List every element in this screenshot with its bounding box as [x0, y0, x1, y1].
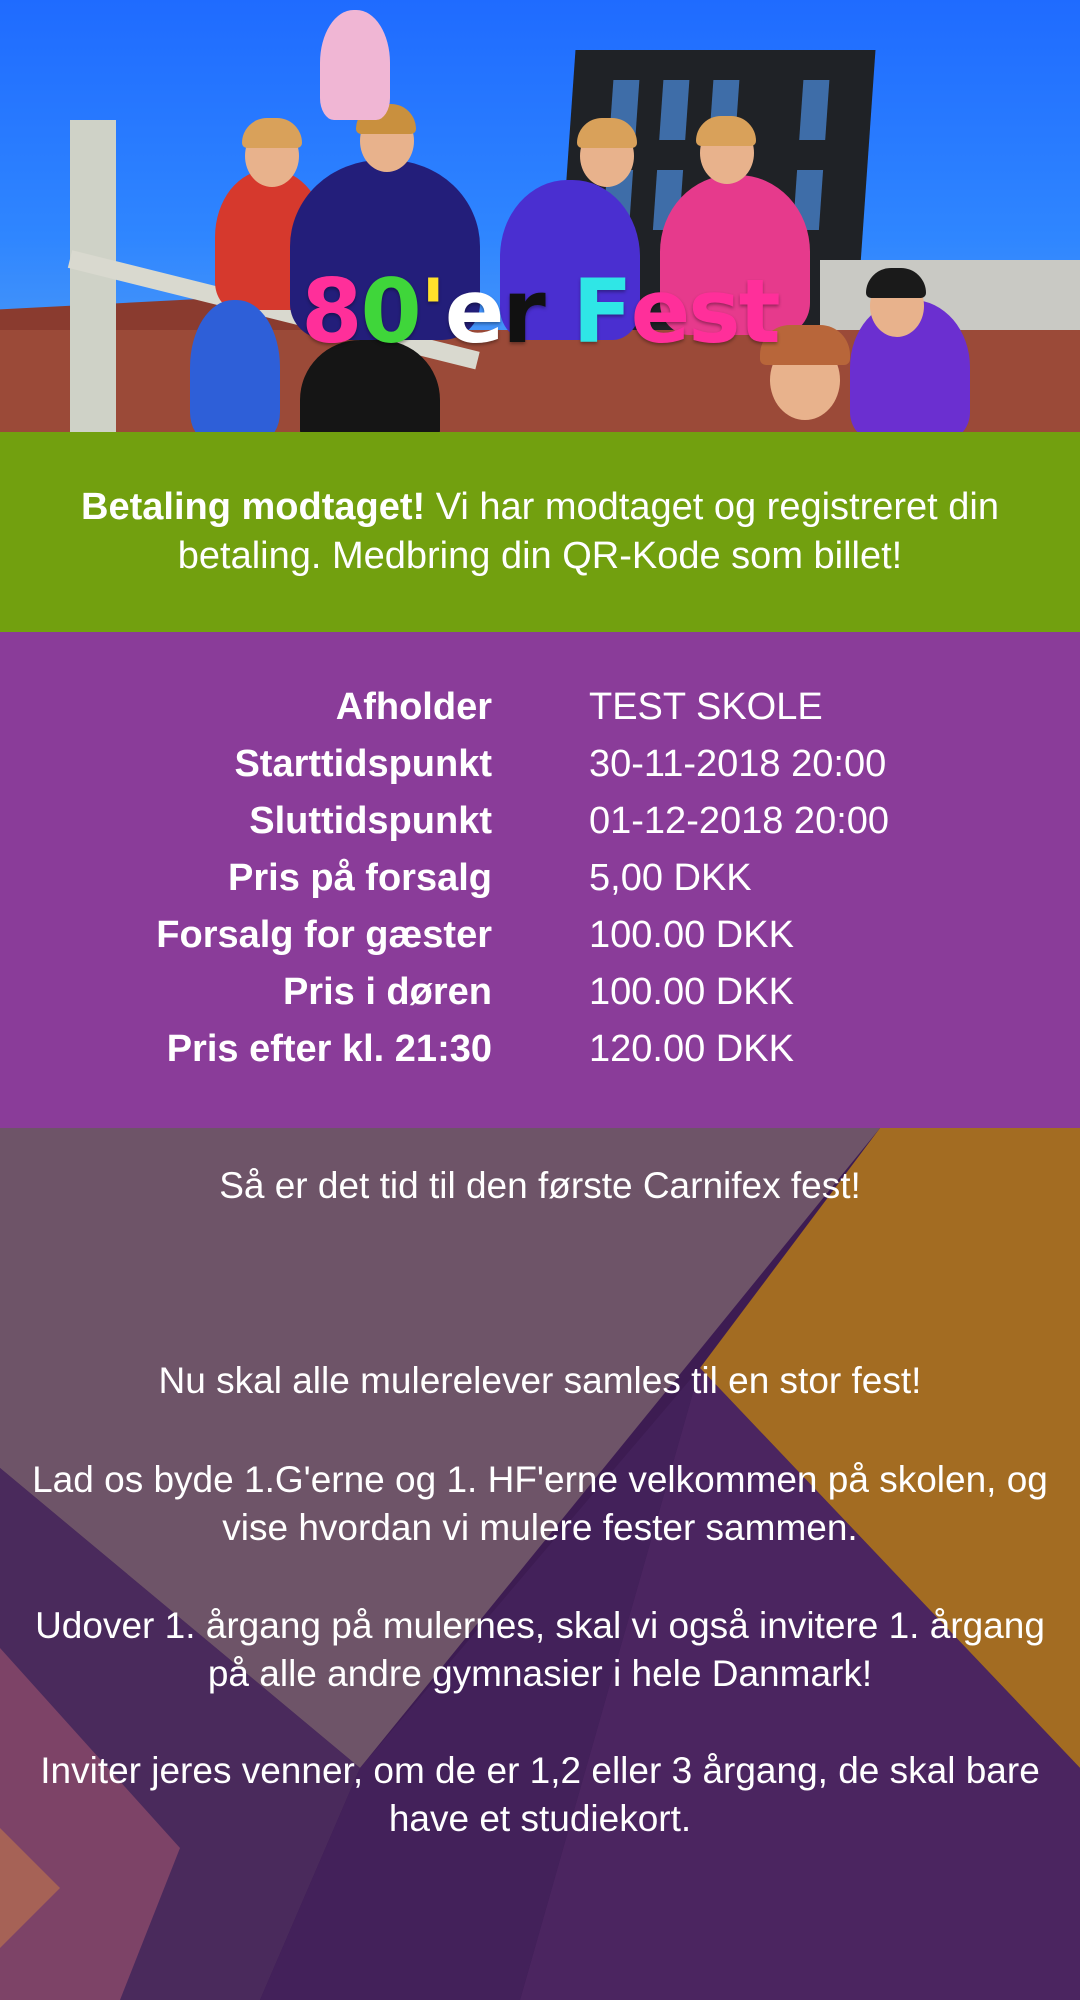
hero-title-letter	[544, 268, 573, 356]
hero-title	[0, 260, 1080, 363]
detail-row-late-price	[0, 1028, 1080, 1085]
detail-value: 5,00 DKK	[589, 857, 752, 899]
detail-value: TEST SKOLE	[589, 686, 823, 728]
detail-label: Forsalg for gæster	[156, 914, 492, 956]
detail-value: 100.00 DKK	[589, 971, 794, 1013]
detail-value: 01-12-2018 20:00	[589, 800, 890, 842]
hero-title-letter: '	[419, 260, 445, 363]
background-pattern	[0, 1128, 1080, 2000]
detail-row-end	[0, 800, 1080, 857]
detail-row-guest-presale	[0, 914, 1080, 971]
detail-label: Sluttidspunkt	[249, 800, 492, 842]
event-description	[0, 1128, 1080, 2000]
payment-confirmation-banner	[0, 432, 1080, 632]
hero-title-letter: 0	[360, 260, 420, 363]
hero-title-letter: t	[738, 260, 779, 363]
payment-confirmation-text	[0, 483, 1080, 581]
detail-value: 120.00 DKK	[589, 1028, 794, 1070]
detail-label: Pris på forsalg	[228, 857, 492, 899]
hero-title-letter: F	[572, 260, 631, 363]
event-details	[0, 632, 1080, 1128]
hero-hair	[242, 118, 302, 148]
hero-title-letter: e	[630, 260, 689, 363]
description-intro: Så er det tid til den første Carnifex fest!	[219, 1165, 861, 1206]
description-paragraph: Inviter jeres venner, om de er 1,2 eller 3 årgang, de skal bare have et studiekort.	[40, 1750, 1040, 1839]
detail-value: 100.00 DKK	[589, 914, 794, 956]
payment-confirmation-title: Betaling modtaget!	[81, 486, 426, 528]
hero-person	[320, 10, 390, 120]
detail-row-host	[0, 686, 1080, 743]
detail-label: Afholder	[335, 686, 492, 728]
description-paragraph: Udover 1. årgang på mulernes, skal vi også invitere 1. årgang på alle andre gymnasier i hele Danmark!	[35, 1605, 1045, 1694]
hero-title-letter: r	[502, 260, 544, 363]
detail-row-door-price	[0, 971, 1080, 1028]
description-paragraph: Lad os byde 1.G'erne og 1. HF'erne velkommen på skolen, og vise hvordan vi mulere fester sammen.	[32, 1459, 1048, 1548]
hero-title-letter: 8	[301, 260, 361, 363]
hero-image	[0, 0, 1080, 432]
description-paragraph: Nu skal alle mulerelever samles til en stor fest!	[158, 1360, 922, 1401]
detail-value: 30-11-2018 20:00	[589, 743, 887, 785]
hero-title-letter: s	[688, 260, 739, 363]
detail-label: Starttidspunkt	[234, 743, 492, 785]
detail-label: Pris efter kl. 21:30	[166, 1028, 492, 1070]
detail-row-presale-price	[0, 857, 1080, 914]
detail-label: Pris i døren	[282, 971, 492, 1013]
payment-confirmation-message: Vi har modtaget og registreret din betaling. Medbring din QR-Kode som billet!	[177, 486, 999, 577]
detail-row-start	[0, 743, 1080, 800]
hero-title-letter: e	[444, 260, 503, 363]
